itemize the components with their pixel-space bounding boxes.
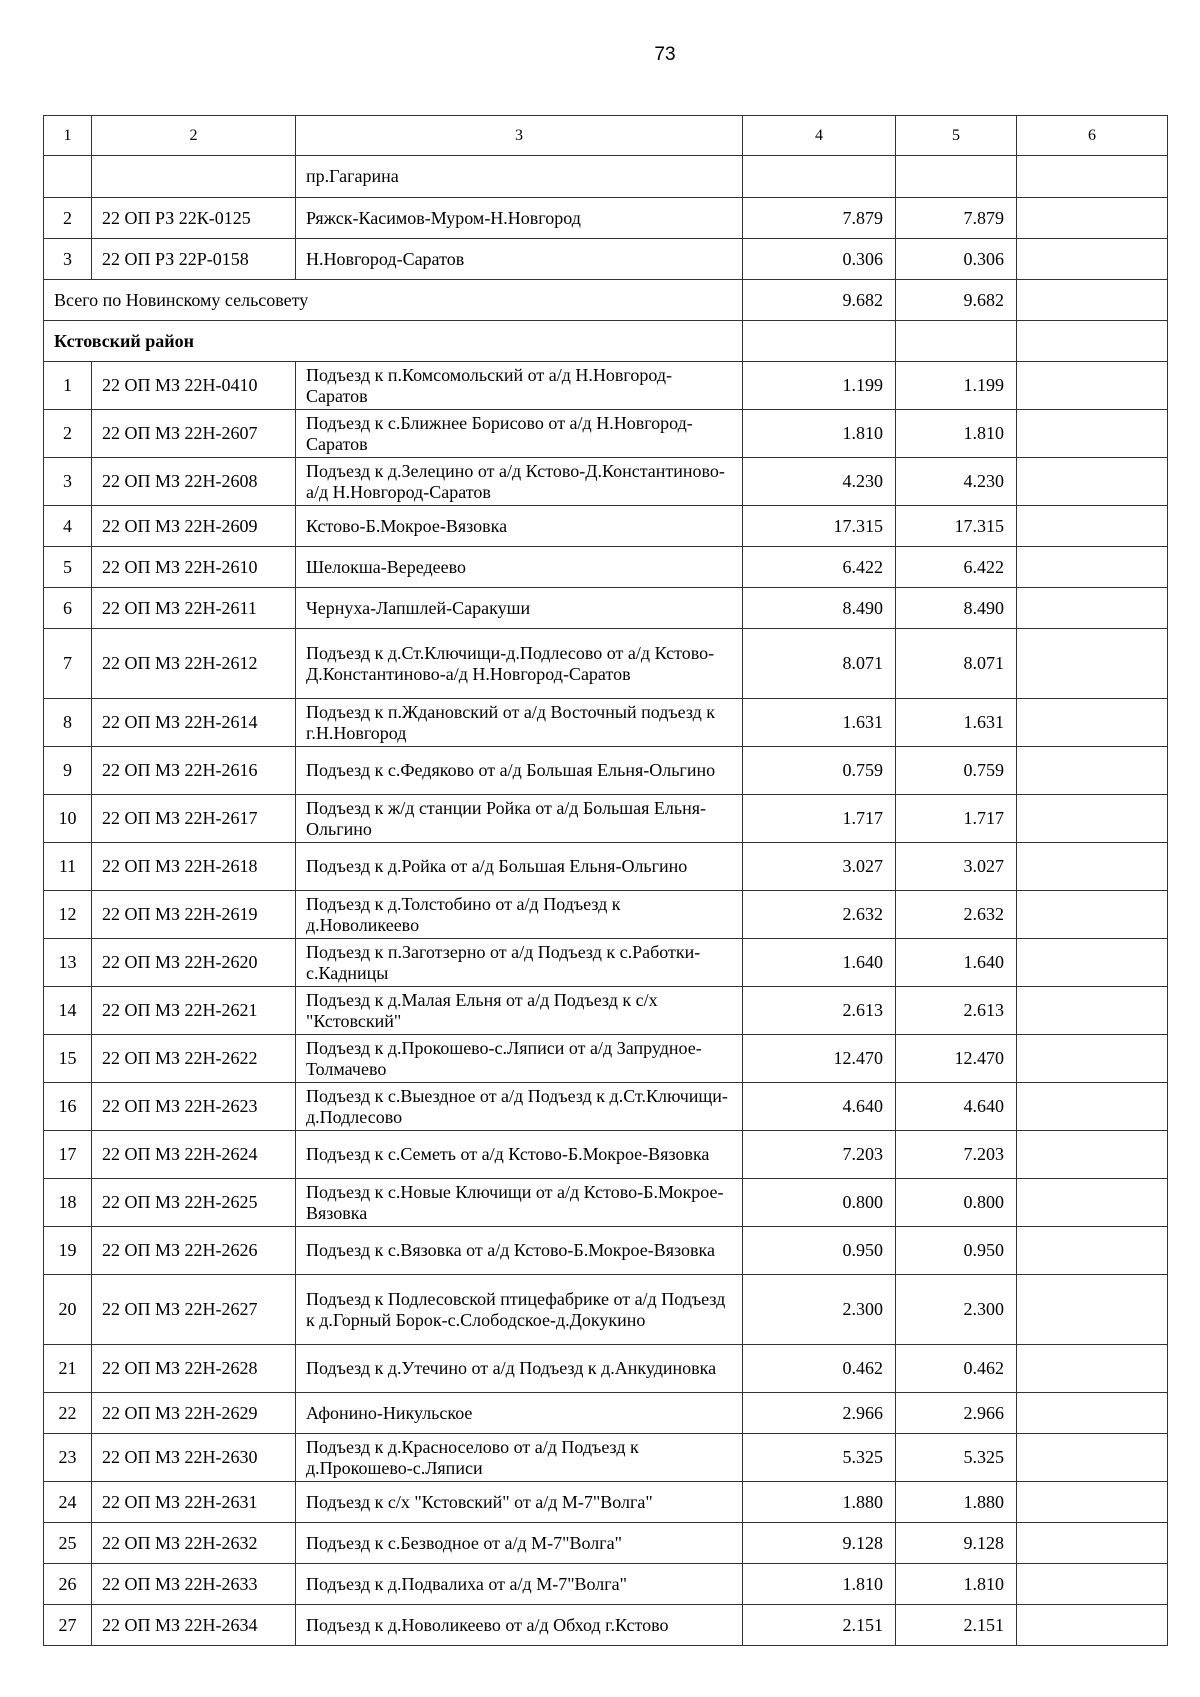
- cell-v4: 1.631: [743, 699, 896, 747]
- cell-code: 22 ОП МЗ 22Н-2624: [92, 1131, 296, 1179]
- cell-name: Подъезд к д.Малая Ельня от а/д Подъезд к с/х "Кстовский": [296, 987, 743, 1035]
- cell-v5: 2.632: [896, 891, 1017, 939]
- cell-v4: 7.203: [743, 1131, 896, 1179]
- cell-v4: 2.151: [743, 1605, 896, 1646]
- cell-num: 18: [44, 1179, 92, 1227]
- kstovo-row: [44, 843, 1168, 891]
- cell-code: 22 ОП МЗ 22Н-2633: [92, 1564, 296, 1605]
- cell-v5: 1.810: [896, 1564, 1017, 1605]
- district-v5: [896, 321, 1017, 362]
- cell-v5: 4.640: [896, 1083, 1017, 1131]
- cell-num: 23: [44, 1434, 92, 1482]
- cell-num: 12: [44, 891, 92, 939]
- cell-v4: 1.717: [743, 795, 896, 843]
- cell-v5: 0.462: [896, 1345, 1017, 1393]
- cell-name: Подъезд к д.Ст.Ключищи-д.Подлесово от а/д Кстово-Д.Константиново-а/д Н.Новгород-Саратов: [296, 629, 743, 699]
- cell-v6: [1017, 699, 1168, 747]
- cell-num: [44, 156, 92, 198]
- header-col-5: 5: [896, 116, 1017, 156]
- kstovo-row: [44, 987, 1168, 1035]
- cell-num: 8: [44, 699, 92, 747]
- cell-v4: 4.230: [743, 458, 896, 506]
- cell-num: 3: [44, 239, 92, 280]
- cell-name: Подъезд к п.Комсомольский от а/д Н.Новгород-Саратов: [296, 362, 743, 410]
- cell-code: [92, 156, 296, 198]
- cell-num: 25: [44, 1523, 92, 1564]
- cell-v5: 1.631: [896, 699, 1017, 747]
- cell-v4: 3.027: [743, 843, 896, 891]
- total-v6: [1017, 280, 1168, 321]
- cell-v5: 17.315: [896, 506, 1017, 547]
- cell-code: 22 ОП МЗ 22Н-2607: [92, 410, 296, 458]
- kstovo-row: [44, 699, 1168, 747]
- district-row: [44, 321, 1168, 362]
- cell-v4: 12.470: [743, 1035, 896, 1083]
- cell-v6: [1017, 547, 1168, 588]
- cell-code: 22 ОП МЗ 22Н-2623: [92, 1083, 296, 1131]
- kstovo-row: [44, 1523, 1168, 1564]
- cell-v4: 2.613: [743, 987, 896, 1035]
- cell-v4: 0.800: [743, 1179, 896, 1227]
- cell-num: 3: [44, 458, 92, 506]
- cell-v4: 8.071: [743, 629, 896, 699]
- cell-v4: 0.306: [743, 239, 896, 280]
- novinsky-row-2: [44, 198, 1168, 239]
- cell-v4: 1.199: [743, 362, 896, 410]
- kstovo-row: [44, 410, 1168, 458]
- cell-name: Подъезд к д.Утечино от а/д Подъезд к д.Анкудиновка: [296, 1345, 743, 1393]
- cell-v4: 0.950: [743, 1227, 896, 1275]
- cell-num: 5: [44, 547, 92, 588]
- cell-v5: 1.717: [896, 795, 1017, 843]
- cell-v6: [1017, 891, 1168, 939]
- cell-v4: 1.810: [743, 1564, 896, 1605]
- cell-v6: [1017, 588, 1168, 629]
- cell-v4: 5.325: [743, 1434, 896, 1482]
- cell-v5: [896, 156, 1017, 198]
- cell-name: Ряжск-Касимов-Муром-Н.Новгород: [296, 198, 743, 239]
- district-title: Кстовский район: [44, 321, 743, 362]
- cell-name: Подъезд к д.Толстобино от а/д Подъезд к д.Новоликеево: [296, 891, 743, 939]
- cell-v5: 0.950: [896, 1227, 1017, 1275]
- cell-v6: [1017, 1523, 1168, 1564]
- cell-v6: [1017, 1345, 1168, 1393]
- header-col-1: 1: [44, 116, 92, 156]
- cell-v5: 12.470: [896, 1035, 1017, 1083]
- cell-v5: 7.879: [896, 198, 1017, 239]
- cell-v6: [1017, 1131, 1168, 1179]
- cell-code: 22 ОП МЗ 22Н-0410: [92, 362, 296, 410]
- cell-v4: 4.640: [743, 1083, 896, 1131]
- cell-code: 22 ОП МЗ 22Н-2618: [92, 843, 296, 891]
- cell-v4: 1.810: [743, 410, 896, 458]
- header-row: [44, 116, 1168, 156]
- cell-v5: 7.203: [896, 1131, 1017, 1179]
- cell-v5: 4.230: [896, 458, 1017, 506]
- cell-v6: [1017, 1605, 1168, 1646]
- cell-name: Подъезд к с.Семеть от а/д Кстово-Б.Мокрое-Вязовка: [296, 1131, 743, 1179]
- cell-v4: 17.315: [743, 506, 896, 547]
- cell-name: Чернуха-Лапшлей-Саракуши: [296, 588, 743, 629]
- cell-v6: [1017, 939, 1168, 987]
- total-row: [44, 280, 1168, 321]
- cell-code: 22 ОП МЗ 22Н-2614: [92, 699, 296, 747]
- cell-code: 22 ОП МЗ 22Н-2634: [92, 1605, 296, 1646]
- cell-code: 22 ОП МЗ 22Н-2625: [92, 1179, 296, 1227]
- cell-name: Подъезд к с/х "Кстовский" от а/д М-7"Волга": [296, 1482, 743, 1523]
- cell-name: Подъезд к п.Заготзерно от а/д Подъезд к с.Работки-с.Кадницы: [296, 939, 743, 987]
- cell-v4: 7.879: [743, 198, 896, 239]
- kstovo-row: [44, 1345, 1168, 1393]
- cell-v5: 1.640: [896, 939, 1017, 987]
- cell-v6: [1017, 1434, 1168, 1482]
- kstovo-row: [44, 1179, 1168, 1227]
- cell-name: Подъезд к с.Федяково от а/д Большая Ельня-Ольгино: [296, 747, 743, 795]
- cell-code: 22 ОП МЗ 22Н-2632: [92, 1523, 296, 1564]
- cell-code: 22 ОП МЗ 22Н-2627: [92, 1275, 296, 1345]
- cell-v6: [1017, 987, 1168, 1035]
- cell-name: Подъезд к с.Вязовка от а/д Кстово-Б.Мокрое-Вязовка: [296, 1227, 743, 1275]
- cell-name: Подъезд к с.Новые Ключищи от а/д Кстово-Б.Мокрое-Вязовка: [296, 1179, 743, 1227]
- header-col-6: 6: [1017, 116, 1168, 156]
- cell-code: 22 ОП МЗ 22Н-2609: [92, 506, 296, 547]
- kstovo-row: [44, 1275, 1168, 1345]
- cell-v4: 1.880: [743, 1482, 896, 1523]
- cell-v6: [1017, 239, 1168, 280]
- cell-v6: [1017, 362, 1168, 410]
- cell-code: 22 ОП МЗ 22Н-2619: [92, 891, 296, 939]
- cell-v4: 2.966: [743, 1393, 896, 1434]
- cell-name: Подъезд к с.Выездное от а/д Подъезд к д.Ст.Ключищи-д.Подлесово: [296, 1083, 743, 1131]
- cell-name: пр.Гагарина: [296, 156, 743, 198]
- cell-v5: 0.759: [896, 747, 1017, 795]
- cell-v5: 9.128: [896, 1523, 1017, 1564]
- header-col-2: 2: [92, 116, 296, 156]
- cell-v6: [1017, 1179, 1168, 1227]
- cell-v6: [1017, 1393, 1168, 1434]
- cell-code: 22 ОП МЗ 22Н-2608: [92, 458, 296, 506]
- cell-code: 22 ОП МЗ 22Н-2611: [92, 588, 296, 629]
- cell-name: Подъезд к д.Красноселово от а/д Подъезд к д.Прокошево-с.Ляписи: [296, 1434, 743, 1482]
- cell-name: Шелокша-Вередеево: [296, 547, 743, 588]
- cell-v6: [1017, 747, 1168, 795]
- cell-code: 22 ОП МЗ 22Н-2612: [92, 629, 296, 699]
- district-v6: [1017, 321, 1168, 362]
- cell-num: 9: [44, 747, 92, 795]
- cell-v6: [1017, 795, 1168, 843]
- cell-v4: 0.759: [743, 747, 896, 795]
- kstovo-row: [44, 1564, 1168, 1605]
- cell-v4: [743, 156, 896, 198]
- cell-v6: [1017, 843, 1168, 891]
- page-number: 73: [654, 44, 676, 65]
- kstovo-row: [44, 362, 1168, 410]
- cell-name: Подъезд к ж/д станции Ройка от а/д Большая Ельня-Ольгино: [296, 795, 743, 843]
- cell-code: 22 ОП МЗ 22Н-2617: [92, 795, 296, 843]
- cell-name: Подъезд к д.Ройка от а/д Большая Ельня-Ольгино: [296, 843, 743, 891]
- kstovo-row: [44, 1434, 1168, 1482]
- cell-name: Подъезд к д.Прокошево-с.Ляписи от а/д Запрудное-Толмачево: [296, 1035, 743, 1083]
- cell-v6: [1017, 1227, 1168, 1275]
- novinsky-row-3: [44, 239, 1168, 280]
- cell-num: 2: [44, 198, 92, 239]
- cell-v5: 2.966: [896, 1393, 1017, 1434]
- cell-code: 22 ОП МЗ 22Н-2610: [92, 547, 296, 588]
- kstovo-row: [44, 547, 1168, 588]
- cell-v4: 0.462: [743, 1345, 896, 1393]
- cell-v6: [1017, 156, 1168, 198]
- continuation-row: [44, 156, 1168, 198]
- cell-v6: [1017, 410, 1168, 458]
- cell-code: 22 ОП МЗ 22Н-2621: [92, 987, 296, 1035]
- kstovo-row: [44, 939, 1168, 987]
- cell-num: 17: [44, 1131, 92, 1179]
- cell-v6: [1017, 1035, 1168, 1083]
- cell-name: Подъезд к с.Безводное от а/д М-7"Волга": [296, 1523, 743, 1564]
- kstovo-row: [44, 747, 1168, 795]
- cell-num: 7: [44, 629, 92, 699]
- cell-num: 2: [44, 410, 92, 458]
- cell-v5: 8.490: [896, 588, 1017, 629]
- kstovo-row: [44, 588, 1168, 629]
- cell-v6: [1017, 629, 1168, 699]
- kstovo-row: [44, 458, 1168, 506]
- district-v4: [743, 321, 896, 362]
- cell-v5: 1.810: [896, 410, 1017, 458]
- cell-num: 16: [44, 1083, 92, 1131]
- cell-v5: 3.027: [896, 843, 1017, 891]
- roads-table: [43, 115, 1168, 1646]
- cell-num: 6: [44, 588, 92, 629]
- kstovo-row: [44, 1227, 1168, 1275]
- cell-code: 22 ОП МЗ 22Н-2616: [92, 747, 296, 795]
- cell-code: 22 ОП МЗ 22Н-2630: [92, 1434, 296, 1482]
- cell-v5: 2.151: [896, 1605, 1017, 1646]
- cell-code: 22 ОП РЗ 22К-0125: [92, 198, 296, 239]
- cell-num: 11: [44, 843, 92, 891]
- cell-code: 22 ОП МЗ 22Н-2629: [92, 1393, 296, 1434]
- cell-num: 21: [44, 1345, 92, 1393]
- cell-num: 26: [44, 1564, 92, 1605]
- cell-v6: [1017, 1482, 1168, 1523]
- total-v4: 9.682: [743, 280, 896, 321]
- cell-v4: 9.128: [743, 1523, 896, 1564]
- cell-num: 22: [44, 1393, 92, 1434]
- total-v5: 9.682: [896, 280, 1017, 321]
- cell-v5: 6.422: [896, 547, 1017, 588]
- cell-name: Подъезд к Подлесовской птицефабрике от а/д Подъезд к д.Горный Борок-с.Слободское-д.Докукино: [296, 1275, 743, 1345]
- cell-v4: 1.640: [743, 939, 896, 987]
- cell-v6: [1017, 1083, 1168, 1131]
- cell-v6: [1017, 506, 1168, 547]
- total-label: Всего по Новинскому сельсовету: [44, 280, 743, 321]
- cell-num: 14: [44, 987, 92, 1035]
- cell-v5: 8.071: [896, 629, 1017, 699]
- cell-name: Подъезд к д.Зелецино от а/д Кстово-Д.Константиново-а/д Н.Новгород-Саратов: [296, 458, 743, 506]
- kstovo-row: [44, 1131, 1168, 1179]
- kstovo-row: [44, 1393, 1168, 1434]
- cell-v5: 2.613: [896, 987, 1017, 1035]
- cell-v5: 0.306: [896, 239, 1017, 280]
- cell-v5: 1.199: [896, 362, 1017, 410]
- cell-v4: 8.490: [743, 588, 896, 629]
- header-col-3: 3: [296, 116, 743, 156]
- header-col-4: 4: [743, 116, 896, 156]
- cell-num: 10: [44, 795, 92, 843]
- cell-v5: 5.325: [896, 1434, 1017, 1482]
- kstovo-row: [44, 506, 1168, 547]
- cell-name: Подъезд к п.Ждановский от а/д Восточный подъезд к г.Н.Новгород: [296, 699, 743, 747]
- cell-v6: [1017, 198, 1168, 239]
- cell-v5: 2.300: [896, 1275, 1017, 1345]
- cell-v6: [1017, 1564, 1168, 1605]
- cell-code: 22 ОП МЗ 22Н-2631: [92, 1482, 296, 1523]
- kstovo-row: [44, 795, 1168, 843]
- cell-v6: [1017, 458, 1168, 506]
- cell-v5: 0.800: [896, 1179, 1017, 1227]
- cell-name: Подъезд к с.Ближнее Борисово от а/д Н.Новгород-Саратов: [296, 410, 743, 458]
- cell-code: 22 ОП РЗ 22Р-0158: [92, 239, 296, 280]
- cell-num: 1: [44, 362, 92, 410]
- cell-v4: 2.300: [743, 1275, 896, 1345]
- cell-name: Афонино-Никульское: [296, 1393, 743, 1434]
- kstovo-row: [44, 1482, 1168, 1523]
- cell-v5: 1.880: [896, 1482, 1017, 1523]
- kstovo-row: [44, 629, 1168, 699]
- cell-name: Подъезд к д.Новоликеево от а/д Обход г.Кстово: [296, 1605, 743, 1646]
- cell-num: 27: [44, 1605, 92, 1646]
- cell-v4: 6.422: [743, 547, 896, 588]
- cell-code: 22 ОП МЗ 22Н-2622: [92, 1035, 296, 1083]
- cell-code: 22 ОП МЗ 22Н-2628: [92, 1345, 296, 1393]
- cell-num: 4: [44, 506, 92, 547]
- cell-name: Н.Новгород-Саратов: [296, 239, 743, 280]
- kstovo-row: [44, 1035, 1168, 1083]
- cell-v6: [1017, 1275, 1168, 1345]
- cell-code: 22 ОП МЗ 22Н-2626: [92, 1227, 296, 1275]
- kstovo-row: [44, 1605, 1168, 1646]
- cell-name: Подъезд к д.Подвалиха от а/д М-7"Волга": [296, 1564, 743, 1605]
- kstovo-row: [44, 891, 1168, 939]
- kstovo-row: [44, 1083, 1168, 1131]
- cell-v4: 2.632: [743, 891, 896, 939]
- cell-code: 22 ОП МЗ 22Н-2620: [92, 939, 296, 987]
- cell-num: 15: [44, 1035, 92, 1083]
- cell-num: 24: [44, 1482, 92, 1523]
- cell-num: 19: [44, 1227, 92, 1275]
- cell-num: 20: [44, 1275, 92, 1345]
- cell-num: 13: [44, 939, 92, 987]
- cell-name: Кстово-Б.Мокрое-Вязовка: [296, 506, 743, 547]
